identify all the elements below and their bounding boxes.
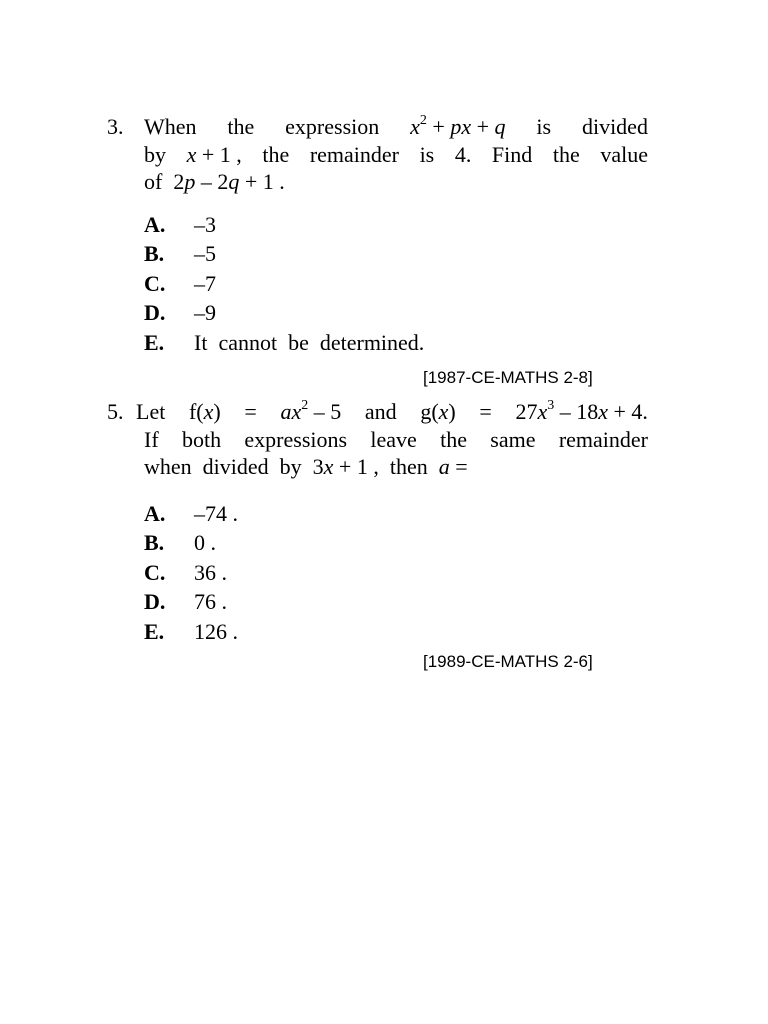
question-3-stem-line-3 [107,168,648,196]
math-expression: $ax^2 - 5$ [280,398,342,424]
question-5 [107,398,648,646]
option-d: D. 76 . [144,589,227,614]
option-a: A. –3 [144,211,216,237]
question-3-stem-line-1 [107,113,648,141]
stem-word: value [600,141,648,167]
stem-word: is [536,114,552,139]
math-expression: 2p – 2q + 1 . [173,169,285,194]
stem-word: divided [202,454,269,479]
stem-word: remainder [558,426,648,452]
stem-word: the [262,141,290,167]
option-b: B. 0 . [144,530,216,555]
math-expression: g(x) [420,399,456,424]
stem-word: Find [491,141,533,167]
option-e: E. It cannot be determined. [144,329,425,355]
stem-word: 4. [454,141,472,167]
stem-word: the [227,114,255,139]
stem-word: leave [370,426,417,452]
option-b: B. –5 [144,241,216,266]
stem-word: When [144,114,197,139]
question-number: 5. [107,399,124,424]
stem-word: is [419,141,435,167]
stem-word: then [389,454,428,479]
question-3 [107,113,648,357]
stem-word: and [364,399,397,424]
option-a: A. –74 . [144,500,238,526]
math-expression: $x^2$ + px + q [410,113,506,139]
stem-word: when [144,454,192,479]
stem-word: remainder [309,141,399,167]
stem-word: same [490,426,536,452]
stem-word: both [181,426,222,452]
stem-word: of [144,169,163,194]
question-number: 3. [107,114,124,139]
question-3-options [107,210,648,358]
stem-word: If [144,426,159,452]
option-d: D. –9 [144,300,216,325]
stem-word: the [552,141,580,167]
math-expression: 3x + 1 , [312,454,379,479]
stem-word: by [279,454,302,479]
stem-word: divided [581,114,648,139]
math-expression: $27x^3 - 18x + 4$. [515,398,648,424]
question-5-stem-line-2 [107,426,648,454]
question-5-options [107,499,648,647]
stem-word: by [144,141,166,167]
stem-word: expression [285,114,380,139]
math-expression: f(x) [188,399,221,424]
source-reference: [1989-CE-MATHS 2-6] [423,652,593,671]
math-expression: a = [438,454,468,479]
stem-symbol: = [244,399,257,424]
option-e: E. 126 . [144,618,238,644]
math-expression: x + 1 , [186,141,242,167]
source-reference: [1987-CE-MATHS 2-8] [423,368,593,387]
question-3-stem-line-2 [107,141,648,169]
question-5-stem-line-3 [107,453,648,481]
option-c: C. –7 [144,270,216,296]
stem-word: the [440,426,467,452]
stem-word: Let [136,399,166,424]
question-5-stem-line-1 [107,398,648,426]
option-c: C. 36 . [144,559,227,585]
stem-symbol: = [479,399,492,424]
stem-word: expressions [244,426,348,452]
